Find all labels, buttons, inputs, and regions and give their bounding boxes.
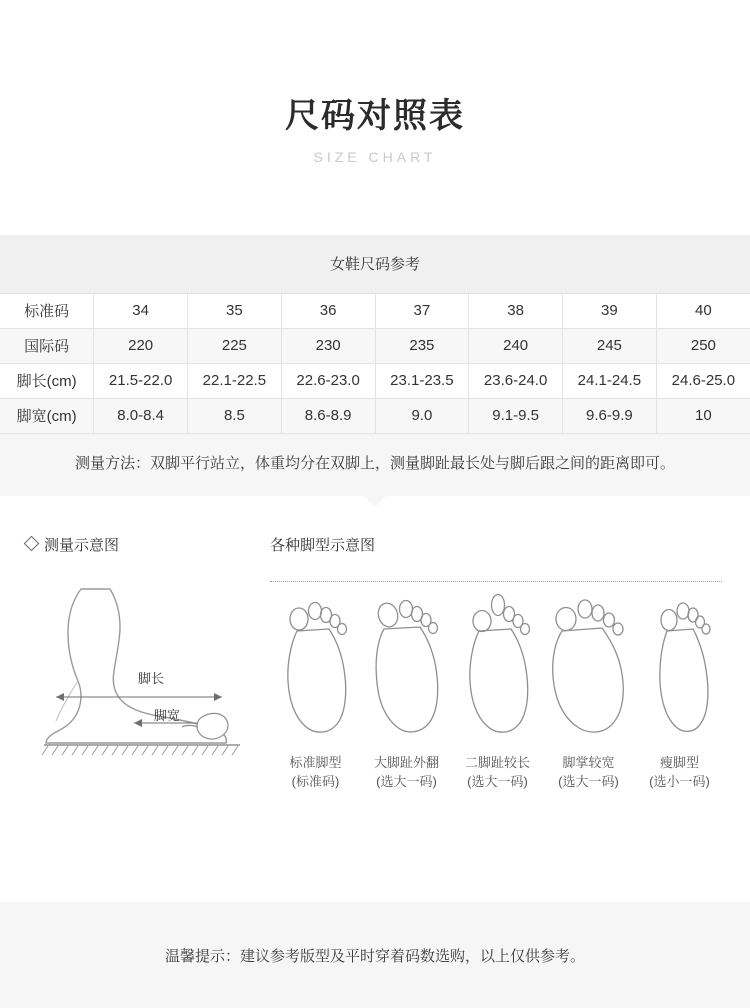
row-header-standard: 标准码 — [0, 293, 94, 328]
foot-types-diagram — [270, 571, 750, 792]
cell: 220 — [94, 328, 188, 363]
cell: 8.0-8.4 — [94, 398, 188, 433]
cell: 23.1-23.5 — [375, 363, 469, 398]
foot-type-advice: (选大一码) — [467, 773, 528, 789]
foot-type-label — [543, 754, 634, 792]
cell: 9.6-9.9 — [563, 398, 657, 433]
illustration-section — [0, 496, 750, 794]
foot-long-second-toe-icon — [457, 571, 539, 743]
measure-diagram-image — [26, 571, 258, 794]
size-table — [0, 235, 750, 434]
cell: 9.1-9.5 — [469, 398, 563, 433]
foot-type-item — [270, 571, 361, 792]
foot-type-label — [270, 754, 361, 792]
page-header — [0, 0, 750, 165]
foot-type-name: 脚掌较宽 — [562, 754, 615, 770]
foot-type-item — [543, 571, 634, 792]
size-table-wrapper — [0, 235, 750, 434]
footer-tip-bar — [0, 902, 750, 1008]
cell: 9.0 — [375, 398, 469, 433]
foot-type-advice: (选小一码) — [649, 773, 710, 789]
foot-type-name: 大脚趾外翻 — [373, 754, 439, 770]
cell: 35 — [188, 293, 282, 328]
cell: 23.6-24.0 — [469, 363, 563, 398]
table-row — [0, 293, 750, 328]
alignment-dotted-line — [270, 581, 722, 582]
measure-note-bar — [0, 434, 750, 496]
table-caption: 女鞋尺码参考 — [0, 235, 750, 294]
foot-type-item — [634, 571, 725, 792]
foot-type-item — [452, 571, 543, 792]
measure-diagram-block — [0, 534, 258, 794]
foot-type-label — [361, 754, 452, 792]
foot-type-name: 瘦脚型 — [659, 754, 699, 770]
foot-types-row — [270, 571, 750, 792]
page-subtitle: SIZE CHART — [313, 148, 437, 165]
cell: 8.5 — [188, 398, 282, 433]
foot-types-block — [258, 534, 750, 794]
cell: 250 — [656, 328, 750, 363]
foot-bunion-icon — [366, 571, 448, 743]
foot-type-advice: (选大一码) — [558, 773, 619, 789]
row-header-international: 国际码 — [0, 328, 94, 363]
diamond-icon — [24, 536, 40, 552]
foot-types-title: 各种脚型示意图 — [270, 536, 376, 554]
cell: 22.6-23.0 — [281, 363, 375, 398]
cell: 39 — [563, 293, 657, 328]
cell: 24.6-25.0 — [656, 363, 750, 398]
cell: 40 — [656, 293, 750, 328]
cell: 235 — [375, 328, 469, 363]
footer-tip-text: 温馨提示：建议参考版型及平时穿着码数选购，以上仅供参考。 — [164, 947, 585, 965]
foot-type-advice: (选大一码) — [376, 773, 437, 789]
table-row — [0, 398, 750, 433]
cell: 8.6-8.9 — [281, 398, 375, 433]
table-caption-row — [0, 235, 750, 294]
cell: 10 — [656, 398, 750, 433]
foot-type-label — [452, 754, 543, 792]
label-foot-length: 脚长 — [138, 670, 165, 686]
row-header-foot-length: 脚长(cm) — [0, 363, 94, 398]
measure-diagram-title — [26, 534, 258, 555]
foot-narrow-icon — [641, 571, 719, 743]
label-foot-width: 脚宽 — [154, 707, 181, 723]
cell: 22.1-22.5 — [188, 363, 282, 398]
cell: 37 — [375, 293, 469, 328]
foot-type-name: 标准脚型 — [289, 754, 342, 770]
table-row — [0, 328, 750, 363]
row-header-foot-width: 脚宽(cm) — [0, 398, 94, 433]
foot-type-name: 二脚趾较长 — [464, 754, 530, 770]
foot-wide-icon — [546, 571, 632, 743]
measure-diagram-title-text: 测量示意图 — [44, 536, 120, 554]
cell: 240 — [469, 328, 563, 363]
cell: 34 — [94, 293, 188, 328]
foot-type-advice: (标准码) — [291, 773, 340, 789]
page-title: 尺码对照表 — [285, 97, 465, 135]
foot-type-item — [361, 571, 452, 792]
cell: 230 — [281, 328, 375, 363]
cell: 225 — [188, 328, 282, 363]
measure-note-text: 测量方法：双脚平行站立，体重均分在双脚上，测量脚趾最长处与脚后跟之间的距离即可。 — [74, 454, 675, 472]
cell: 24.1-24.5 — [563, 363, 657, 398]
cell: 36 — [281, 293, 375, 328]
cell: 21.5-22.0 — [94, 363, 188, 398]
foot-standard-icon — [275, 571, 357, 743]
table-row — [0, 363, 750, 398]
foot-type-label — [634, 754, 725, 792]
cell: 245 — [563, 328, 657, 363]
cell: 38 — [469, 293, 563, 328]
